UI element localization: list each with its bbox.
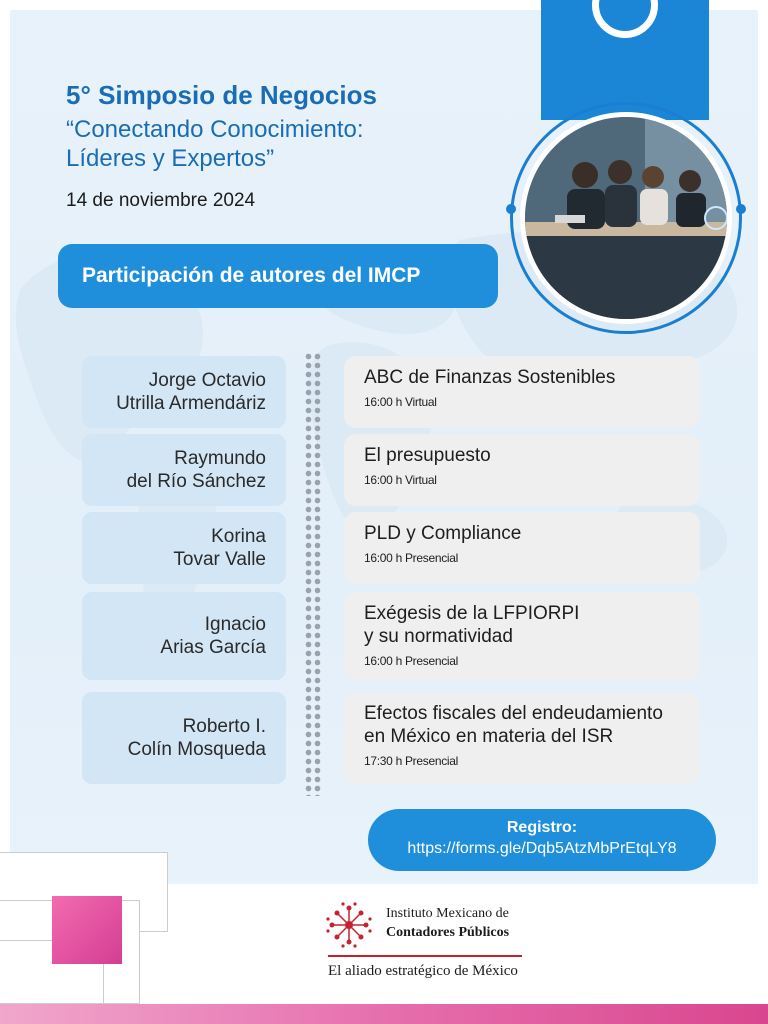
timeline-dots [304, 352, 322, 796]
event-subtitle: “Conectando Conocimiento: Líderes y Expertos” [66, 116, 364, 172]
author-card [82, 692, 286, 784]
organization-tagline: El aliado estratégico de México [328, 963, 518, 979]
logo-divider [328, 955, 522, 957]
talk-time-mode: 16:00 h Presencial [364, 551, 458, 565]
frame-dot-left [506, 204, 516, 214]
organization-name-line2: Contadores Públicos [386, 925, 510, 940]
event-date: 14 de noviembre 2024 [66, 190, 256, 211]
talk-title-line1: Efectos fiscales del endeudamiento [364, 703, 663, 724]
author-card [82, 592, 286, 680]
talk-title-line2: y su normatividad [364, 626, 513, 647]
talk-time-mode: 16:00 h Presencial [364, 654, 458, 668]
talk-card [344, 592, 700, 680]
bottom-gradient-bar [0, 1004, 768, 1024]
author-second-line: del Río Sánchez [126, 471, 266, 492]
talk-title-line1: Exégesis de la LFPIORPI [364, 603, 580, 624]
talk-card [344, 434, 700, 506]
talk-title: ABC de Finanzas Sostenibles [364, 367, 616, 388]
talk-title: El presupuesto [364, 445, 491, 466]
talk-time-mode: 16:00 h Virtual [364, 473, 437, 487]
author-second-line: Tovar Valle [173, 549, 266, 570]
author-second-line: Colín Mosqueda [127, 739, 266, 760]
author-second-line: Arias García [160, 637, 266, 658]
imcp-logo-icon [322, 900, 376, 950]
talk-time-mode: 17:30 h Presencial [364, 754, 458, 768]
meeting-photo-illustration [525, 117, 732, 324]
author-first-line: Ignacio [204, 614, 266, 635]
author-first-line: Korina [211, 526, 266, 547]
pink-accent-square [52, 896, 122, 964]
authors-banner: Participación de autores del IMCP [58, 244, 498, 308]
author-second-line: Utrilla Armendáriz [116, 393, 266, 414]
registration-link[interactable]: https://forms.gle/Dqb5AtzMbPrEtqLY8 [407, 840, 677, 857]
author-card [82, 356, 286, 428]
organization-name-line1: Instituto Mexicano de [386, 906, 509, 921]
talk-title-line2: en México en materia del ISR [364, 726, 614, 747]
registration-button[interactable] [368, 809, 716, 871]
author-first-line: Jorge Octavio [148, 370, 266, 391]
talk-title: PLD y Compliance [364, 523, 522, 544]
frame-dot-right [736, 204, 746, 214]
event-title: 5° Simposio de Negocios [66, 80, 377, 110]
talk-card [344, 692, 700, 784]
meeting-photo [520, 112, 732, 324]
talk-time-mode: 16:00 h Virtual [364, 395, 437, 409]
author-first-line: Raymundo [174, 448, 266, 469]
talk-card [344, 512, 700, 584]
talk-card [344, 356, 700, 428]
author-first-line: Roberto I. [182, 716, 266, 737]
author-card [82, 512, 286, 584]
registration-label: Registro: [506, 819, 578, 836]
author-card [82, 434, 286, 506]
